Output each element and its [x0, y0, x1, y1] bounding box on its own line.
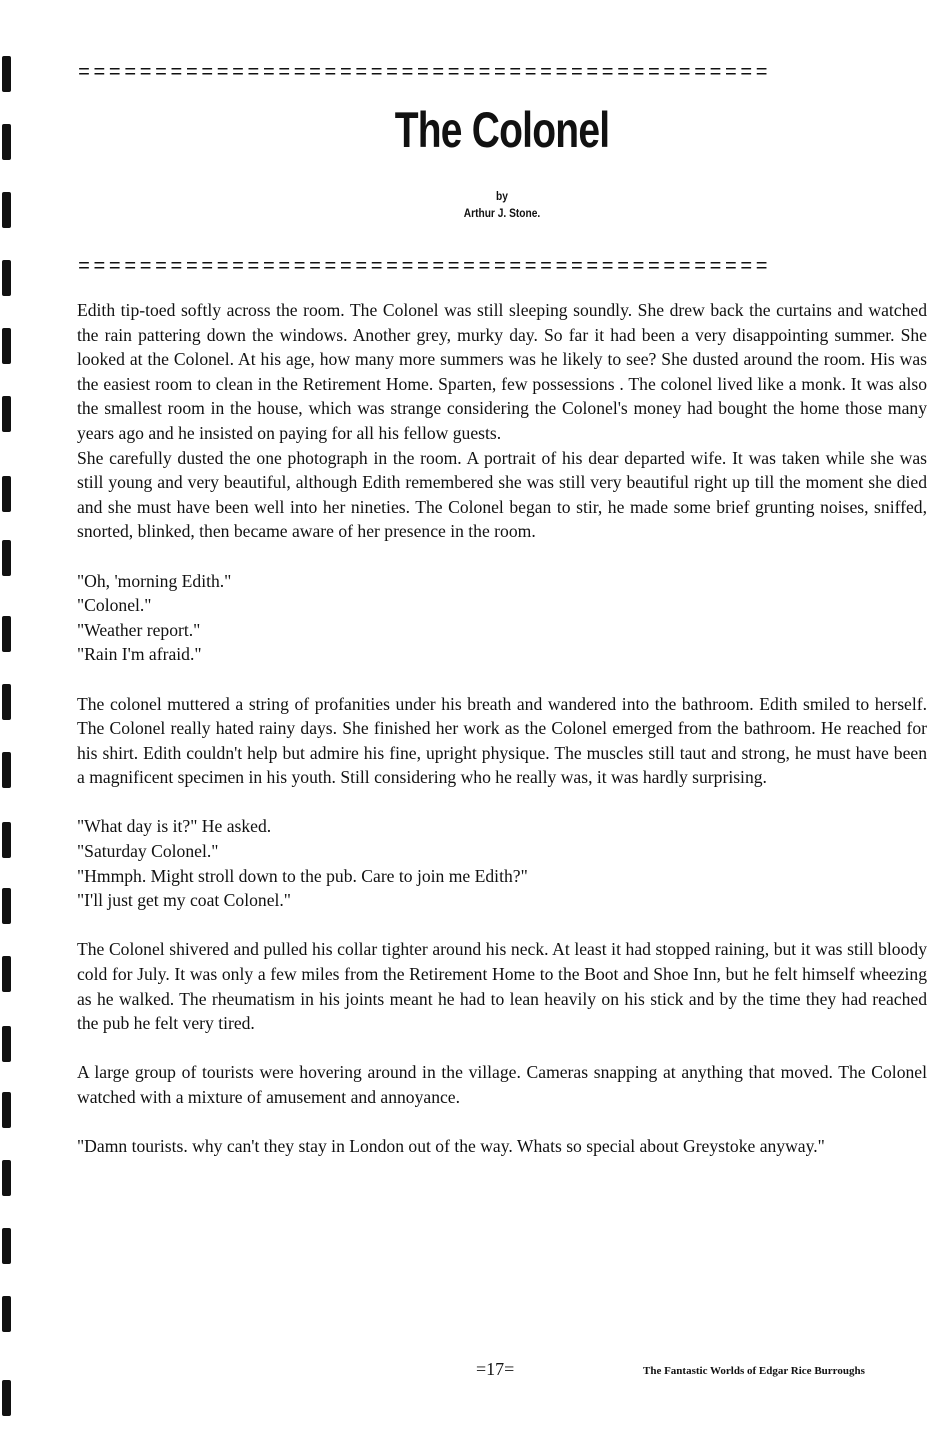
binding-hole: [2, 752, 11, 788]
top-divider-rule: =============================================: [78, 64, 772, 84]
binding-hole: [2, 1228, 11, 1264]
binding-hole: [2, 822, 11, 858]
binding-hole: [2, 684, 11, 720]
story-paragraph: The colonel muttered a string of profanities under his breath and wandered into the bathroom. Edith smiled to herself. The Colonel really hated rainy days. She finished her work as the Colonel emerged from the bathroom. He reached for his shirt. Edith couldn't help but admire his fine, upright physique. The muscles still taut and strong, he must have been a magnificent specimen in his youth. Still considering who he really was, it was hardly surprising.: [77, 693, 927, 788]
binding-hole: [2, 540, 11, 576]
dialogue-line: "Oh, 'morning Edith.": [77, 570, 232, 591]
byline-author: Arthur J. Stone.: [463, 206, 541, 220]
binding-hole: [2, 956, 11, 992]
story-paragraph: Edith tip-toed softly across the room. The Colonel was still sleeping soundly. She drew back the curtains and watched the rain pattering down the windows. Another grey, murky day. So far it had been a very disappointing summer. She looked at the Colonel. At his age, how many more summers was he likely to see? She dusted around the room. His was the easiest room to clean in the Retirement Home. Sparten, few possessions . The colonel lived like a monk. It was also the smallest room in the house, which was strange considering the Colonel's money had bought the home those many years ago and he insisted on paying for all his fellow guests.: [77, 300, 927, 443]
story-paragraph: The Colonel shivered and pulled his collar tighter around his neck. At least it had stopped raining, but it was still bloody cold for July. It was only a few miles from the Retirement Home to the Boot and Shoe Inn, but he felt himself wheezing as he walked. The rheumatism in his joints meant he had to lean heavily on his stick and by the time they had reached the pub he felt very tired.: [77, 939, 927, 1034]
binding-hole: [2, 616, 11, 652]
binding-hole: [2, 476, 11, 512]
dialogue-line: "Weather report.": [77, 619, 201, 640]
dialogue-line: "Saturday Colonel.": [77, 841, 219, 862]
spiral-binding: [0, 0, 14, 1429]
page-number: =17=: [476, 1359, 515, 1379]
byline-by: by: [496, 189, 508, 203]
dialogue-line: "Rain I'm afraid.": [77, 644, 202, 665]
binding-hole: [2, 328, 11, 364]
binding-hole: [2, 124, 11, 160]
story-title: The Colonel: [394, 102, 610, 158]
binding-hole: [2, 260, 11, 296]
binding-hole: [2, 1092, 11, 1128]
binding-hole: [2, 1296, 11, 1332]
binding-hole: [2, 396, 11, 432]
binding-hole: [2, 1160, 11, 1196]
story-paragraph: "Damn tourists. why can't they stay in London out of the way. Whats so special about Greystoke anyway.": [77, 1136, 825, 1157]
binding-hole: [2, 1380, 11, 1416]
binding-hole: [2, 888, 11, 924]
bottom-divider-rule: =============================================: [78, 258, 772, 278]
dialogue-line: "What day is it?" He asked.: [77, 816, 272, 837]
binding-hole: [2, 1026, 11, 1062]
dialogue-line: "Hmmph. Might stroll down to the pub. Care to join me Edith?": [77, 865, 528, 886]
dialogue-line: "I'll just get my coat Colonel.": [77, 890, 291, 911]
story-body: [77, 298, 927, 1159]
publication-name: The Fantastic Worlds of Edgar Rice Burroughs: [643, 1365, 865, 1377]
story-paragraph: A large group of tourists were hovering around in the village. Cameras snapping at anything that moved. The Colonel watched with a mixture of amusement and annoyance.: [77, 1062, 927, 1107]
dialogue-line: "Colonel.": [77, 595, 152, 616]
binding-hole: [2, 56, 11, 92]
story-paragraph: She carefully dusted the one photograph in the room. A portrait of his dear departed wife. It was taken while she was still young and very beautiful, although Edith remembered she was still very beautiful right up till the moment she died and she must have been well into her nineties. The Colonel began to stir, he made some brief grunting noises, sniffed, snorted, blinked, then became aware of her presence in the room.: [77, 447, 927, 542]
binding-hole: [2, 192, 11, 228]
